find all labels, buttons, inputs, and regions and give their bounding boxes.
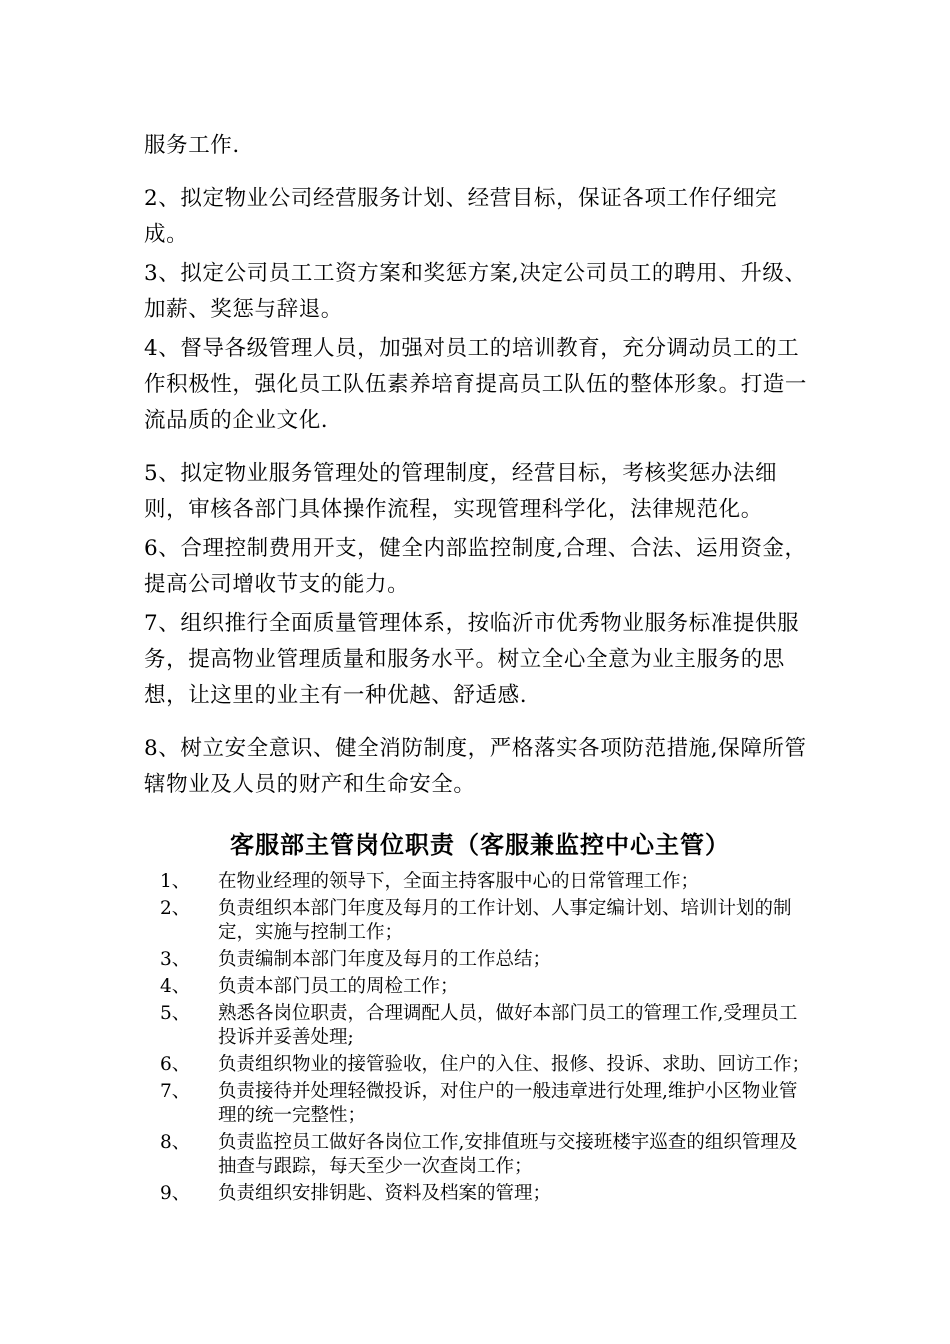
list-item-number: 8、: [160, 1132, 191, 1153]
list-item-text: 负责编制本部门年度及每月的工作总结；: [218, 949, 552, 970]
list-item: [160, 1182, 810, 1206]
duty-list: [160, 870, 810, 1206]
list-item-number: 3、: [160, 949, 191, 970]
list-item: [160, 1053, 810, 1077]
list-item-text: 负责本部门员工的周检工作；: [218, 976, 459, 997]
paragraph-item-8: 8、树立安全意识、健全消防制度，严格落实各项防范措施,保障所管辖物业及人员的财产和生命安全。: [144, 736, 807, 797]
list-item: [160, 897, 810, 945]
list-item-number: 5、: [160, 1003, 191, 1024]
list-item-number: 7、: [160, 1081, 191, 1102]
paragraph-item-6: 6、合理控制费用开支，健全内部监控制度,合理、合法、运用资金，提高公司增收节支的能力。: [144, 536, 807, 597]
list-item: [160, 1080, 810, 1128]
list-item-text: 负责监控员工做好各岗位工作,安排值班与交接班楼宇巡查的组织管理及抽查与跟踪，每天至少一次查岗工作；: [218, 1132, 798, 1177]
paragraph-item-7: 7、组织推行全面质量管理体系，按临沂市优秀物业服务标准提供服务，提高物业管理质量和服务水平。树立全心全意为业主服务的思想，让这里的业主有一种优越、舒适感.: [144, 611, 800, 708]
list-item: [160, 870, 810, 894]
list-item-text: 熟悉各岗位职责，合理调配人员，做好本部门员工的管理工作,受理员工投诉并妥善处理;: [218, 1003, 798, 1048]
paragraph-item-4: 4、督导各级管理人员，加强对员工的培训教育，充分调动员工的工作积极性，强化员工队伍素养培育提高员工队伍的整体形象。打造一流品质的企业文化.: [144, 336, 808, 433]
paragraph-item-3: 3、拟定公司员工工资方案和奖惩方案,决定公司员工的聘用、升级、加薪、奖惩与辞退。: [144, 261, 807, 322]
list-item-text: 负责接待并处理轻微投诉，对住户的一般违章进行处理,维护小区物业管理的统一完整性；: [218, 1081, 798, 1126]
list-item-number: 1、: [160, 871, 191, 892]
list-item-text: 在物业经理的领导下，全面主持客服中心的日常管理工作；: [218, 871, 700, 892]
list-item-text: 负责组织物业的接管验收，住户的入住、报修、投诉、求助、回访工作；: [218, 1054, 811, 1075]
list-item-number: 9、: [160, 1183, 191, 1204]
section-heading: 客服部主管岗位职责（客服兼监控中心主管）: [230, 831, 730, 859]
paragraph-item-2: 2、拟定物业公司经营服务计划、经营目标，保证各项工作仔细完成。: [144, 186, 778, 247]
list-item-number: 4、: [160, 976, 191, 997]
list-item: [160, 1131, 810, 1179]
list-item-number: 6、: [160, 1054, 191, 1075]
paragraph-item-5: 5、拟定物业服务管理处的管理制度，经营目标，考核奖惩办法细则，审核各部门具体操作流程，实现管理科学化，法律规范化。: [144, 461, 778, 522]
list-item-text: 负责组织本部门年度及每月的工作计划、人事定编计划、培训计划的制定，实施与控制工作；: [218, 898, 792, 943]
responsibility-paragraphs: [144, 128, 812, 806]
list-item-text: 负责组织安排钥匙、资料及档案的管理；: [218, 1183, 552, 1204]
list-item-number: 2、: [160, 898, 191, 919]
list-item: [160, 948, 810, 972]
list-item: [160, 1002, 810, 1050]
paragraph-continuation: 服务工作.: [144, 133, 240, 158]
list-item: [160, 975, 810, 999]
